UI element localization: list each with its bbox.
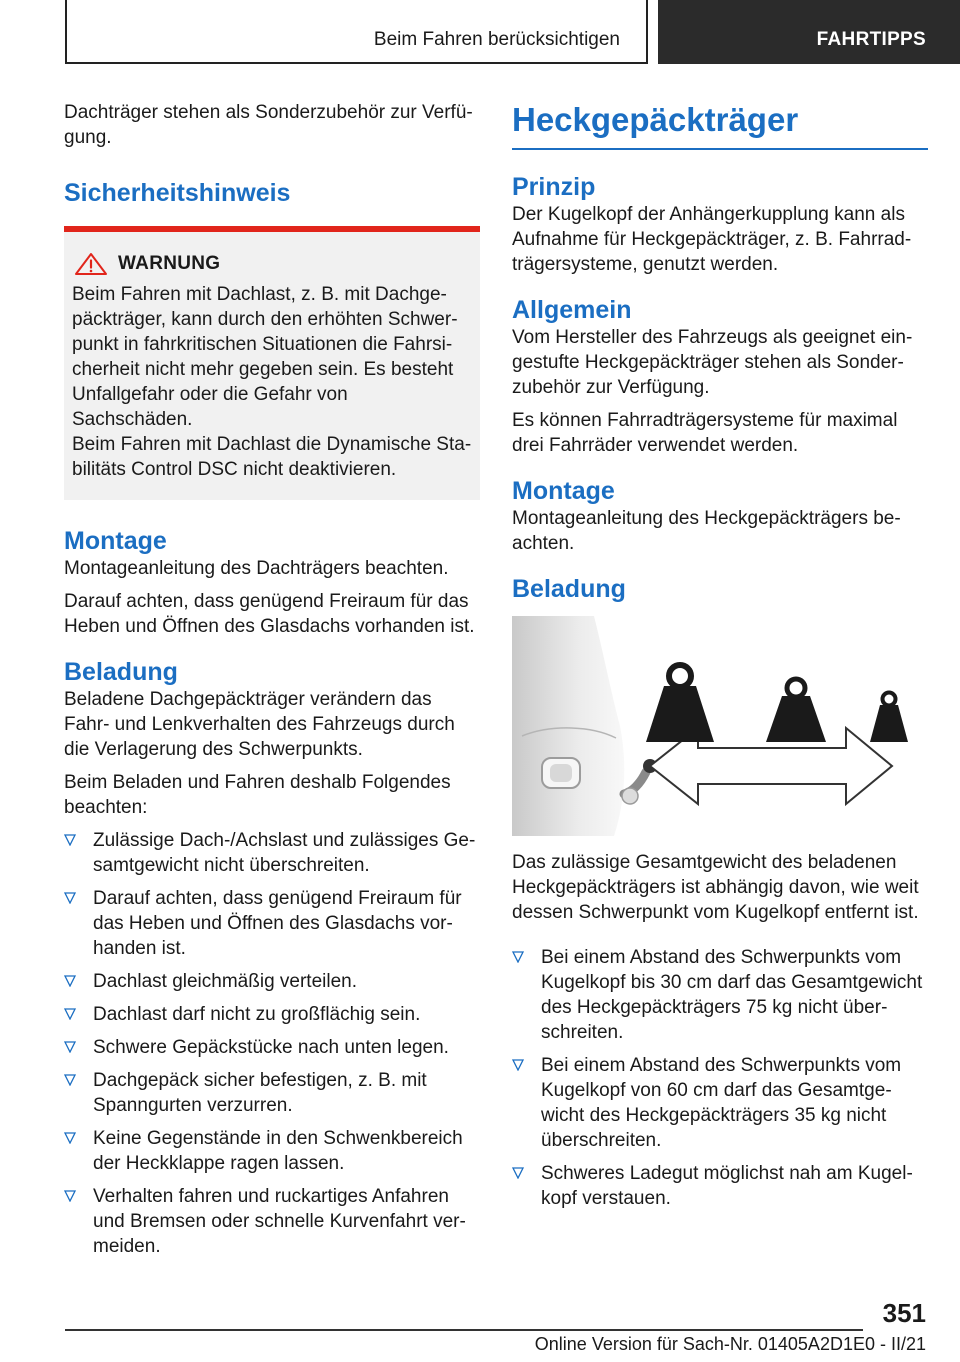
header-chapter-label: FAHRTIPPS bbox=[816, 29, 926, 50]
triangle-bullet-icon bbox=[64, 1190, 76, 1202]
prinzip-heading: Prinzip bbox=[512, 173, 596, 201]
prinzip-text: Der Kugelkopf der Anhängerkupplung kann als Aufnahme für Heckgepäckträger, z. B. Fahrradträgersysteme, genutzt werden. bbox=[512, 204, 912, 275]
allgemein-text-2: Es können Fahrradträgersysteme für maximal drei Fahrräder verwendet werden. bbox=[512, 410, 898, 456]
warning-box bbox=[64, 232, 480, 500]
allgemein-heading: Allgemein bbox=[512, 296, 632, 324]
list-item: Dachlast darf nicht zu großflächig sein. bbox=[64, 1002, 480, 1027]
header-chapter-tab bbox=[658, 0, 960, 64]
triangle-bullet-icon bbox=[512, 1167, 524, 1179]
list-item: Dachlast gleichmäßig verteilen. bbox=[64, 969, 480, 994]
safety-heading: Sicherheitshinweis bbox=[64, 179, 291, 207]
load-distance-illustration bbox=[512, 616, 928, 836]
triangle-bullet-icon bbox=[64, 1132, 76, 1144]
triangle-bullet-icon bbox=[64, 834, 76, 846]
triangle-bullet-icon bbox=[512, 1059, 524, 1071]
warning-title: WARNUNG bbox=[118, 253, 221, 274]
list-item: Schwere Gepäckstücke nach unten legen. bbox=[64, 1035, 480, 1060]
list-item: Keine Gegenstände in den Schwenkbereich der Heckklappe ragen lassen. bbox=[64, 1126, 480, 1176]
roof-load-list bbox=[64, 828, 480, 1259]
header-section-box bbox=[65, 0, 648, 64]
header-section-title: Beim Fahren berücksichtigen bbox=[373, 29, 620, 50]
warning-text-2: Beim Fahren mit Dachlast die Dynamische Stabilitäts Control DSC nicht deaktivieren. bbox=[72, 434, 472, 480]
triangle-bullet-icon bbox=[64, 1041, 76, 1053]
footer-divider bbox=[65, 1329, 863, 1331]
warning-triangle-icon bbox=[74, 252, 108, 276]
triangle-bullet-icon bbox=[512, 951, 524, 963]
page-number: 351 bbox=[882, 1298, 926, 1328]
list-item: Schweres Ladegut möglichst nah am Kugelkopf verstauen. bbox=[512, 1161, 928, 1211]
list-item: Dachgepäck sicher befestigen, z. B. mit Spanngurten verzurren. bbox=[64, 1068, 480, 1118]
warning-header bbox=[72, 252, 472, 276]
beladung-heading: Beladung bbox=[64, 658, 178, 686]
beladung-text-1: Beladene Dachgepäckträger verändern das Fahr- und Lenkverhalten des Fahrzeugs durch die Verlagerung des Schwerpunkts. bbox=[64, 689, 455, 760]
roof-rack-intro: Dachträger stehen als Sonderzubehör zur Verfügung. bbox=[64, 102, 473, 148]
triangle-bullet-icon bbox=[64, 975, 76, 987]
triangle-bullet-icon bbox=[64, 1008, 76, 1020]
list-item: Verhalten fahren und ruckartiges Anfahren und Bremsen oder schnelle Kurvenfahrt vermeiden. bbox=[64, 1184, 480, 1259]
montage-text-1: Montageanleitung des Dachträgers beachten. bbox=[64, 558, 449, 579]
list-item: Bei einem Abstand des Schwerpunkts vom Kugelkopf von 60 cm darf das Gesamtgewicht des Heckgepäckträgers 35 kg nicht überschreiten. bbox=[512, 1053, 928, 1153]
warning-text-1: Beim Fahren mit Dachlast, z. B. mit Dachgepäckträger, kann durch den erhöhten Schwerpunkt in fahrkritischen Situationen die Fahrsicherheit nicht mehr gegeben sein. Es besteht Unfallgefahr oder die Gefahr von Sachschäden. bbox=[72, 284, 458, 430]
rear-load-list bbox=[512, 945, 928, 1211]
beladung-text-2: Beim Beladen und Fahren deshalb Folgendes beachten: bbox=[64, 772, 451, 818]
montage-heading: Montage bbox=[64, 527, 167, 555]
beladung-text-right: Das zulässige Gesamtgewicht des beladenen Heckgepäckträgers ist abhängig davon, wie weit dessen Schwerpunkt vom Kugelkopf entfernt ist. bbox=[512, 852, 919, 923]
right-column bbox=[512, 100, 928, 1219]
list-item: Bei einem Abstand des Schwerpunkts vom Kugelkopf bis 30 cm darf das Gesamtgewicht des Heckgepäckträgers 75 kg nicht überschreiten. bbox=[512, 945, 928, 1045]
montage-text-2: Darauf achten, dass genügend Freiraum für das Heben und Öffnen des Glasdachs vorhanden ist. bbox=[64, 591, 475, 637]
montage-text-right: Montageanleitung des Heckgepäckträgers beachten. bbox=[512, 508, 901, 554]
footer-version: Online Version für Sach-Nr. 01405A2D1E0 - II/21 bbox=[534, 1334, 926, 1354]
allgemein-text-1: Vom Hersteller des Fahrzeugs als geeignet eingestufte Heckgepäckträger stehen als Sonderzubehör zur Verfügung. bbox=[512, 327, 913, 398]
montage-heading-right: Montage bbox=[512, 477, 615, 505]
rear-carrier-title: Heckgepäckträger bbox=[512, 100, 928, 150]
triangle-bullet-icon bbox=[64, 1074, 76, 1086]
left-column bbox=[64, 100, 480, 1267]
beladung-heading-right: Beladung bbox=[512, 575, 626, 603]
list-item: Zulässige Dach-/Achslast und zulässiges Gesamtgewicht nicht überschreiten. bbox=[64, 828, 480, 878]
triangle-bullet-icon bbox=[64, 892, 76, 904]
list-item: Darauf achten, dass genügend Freiraum für das Heben und Öffnen des Glasdachs vorhanden ist. bbox=[64, 886, 480, 961]
